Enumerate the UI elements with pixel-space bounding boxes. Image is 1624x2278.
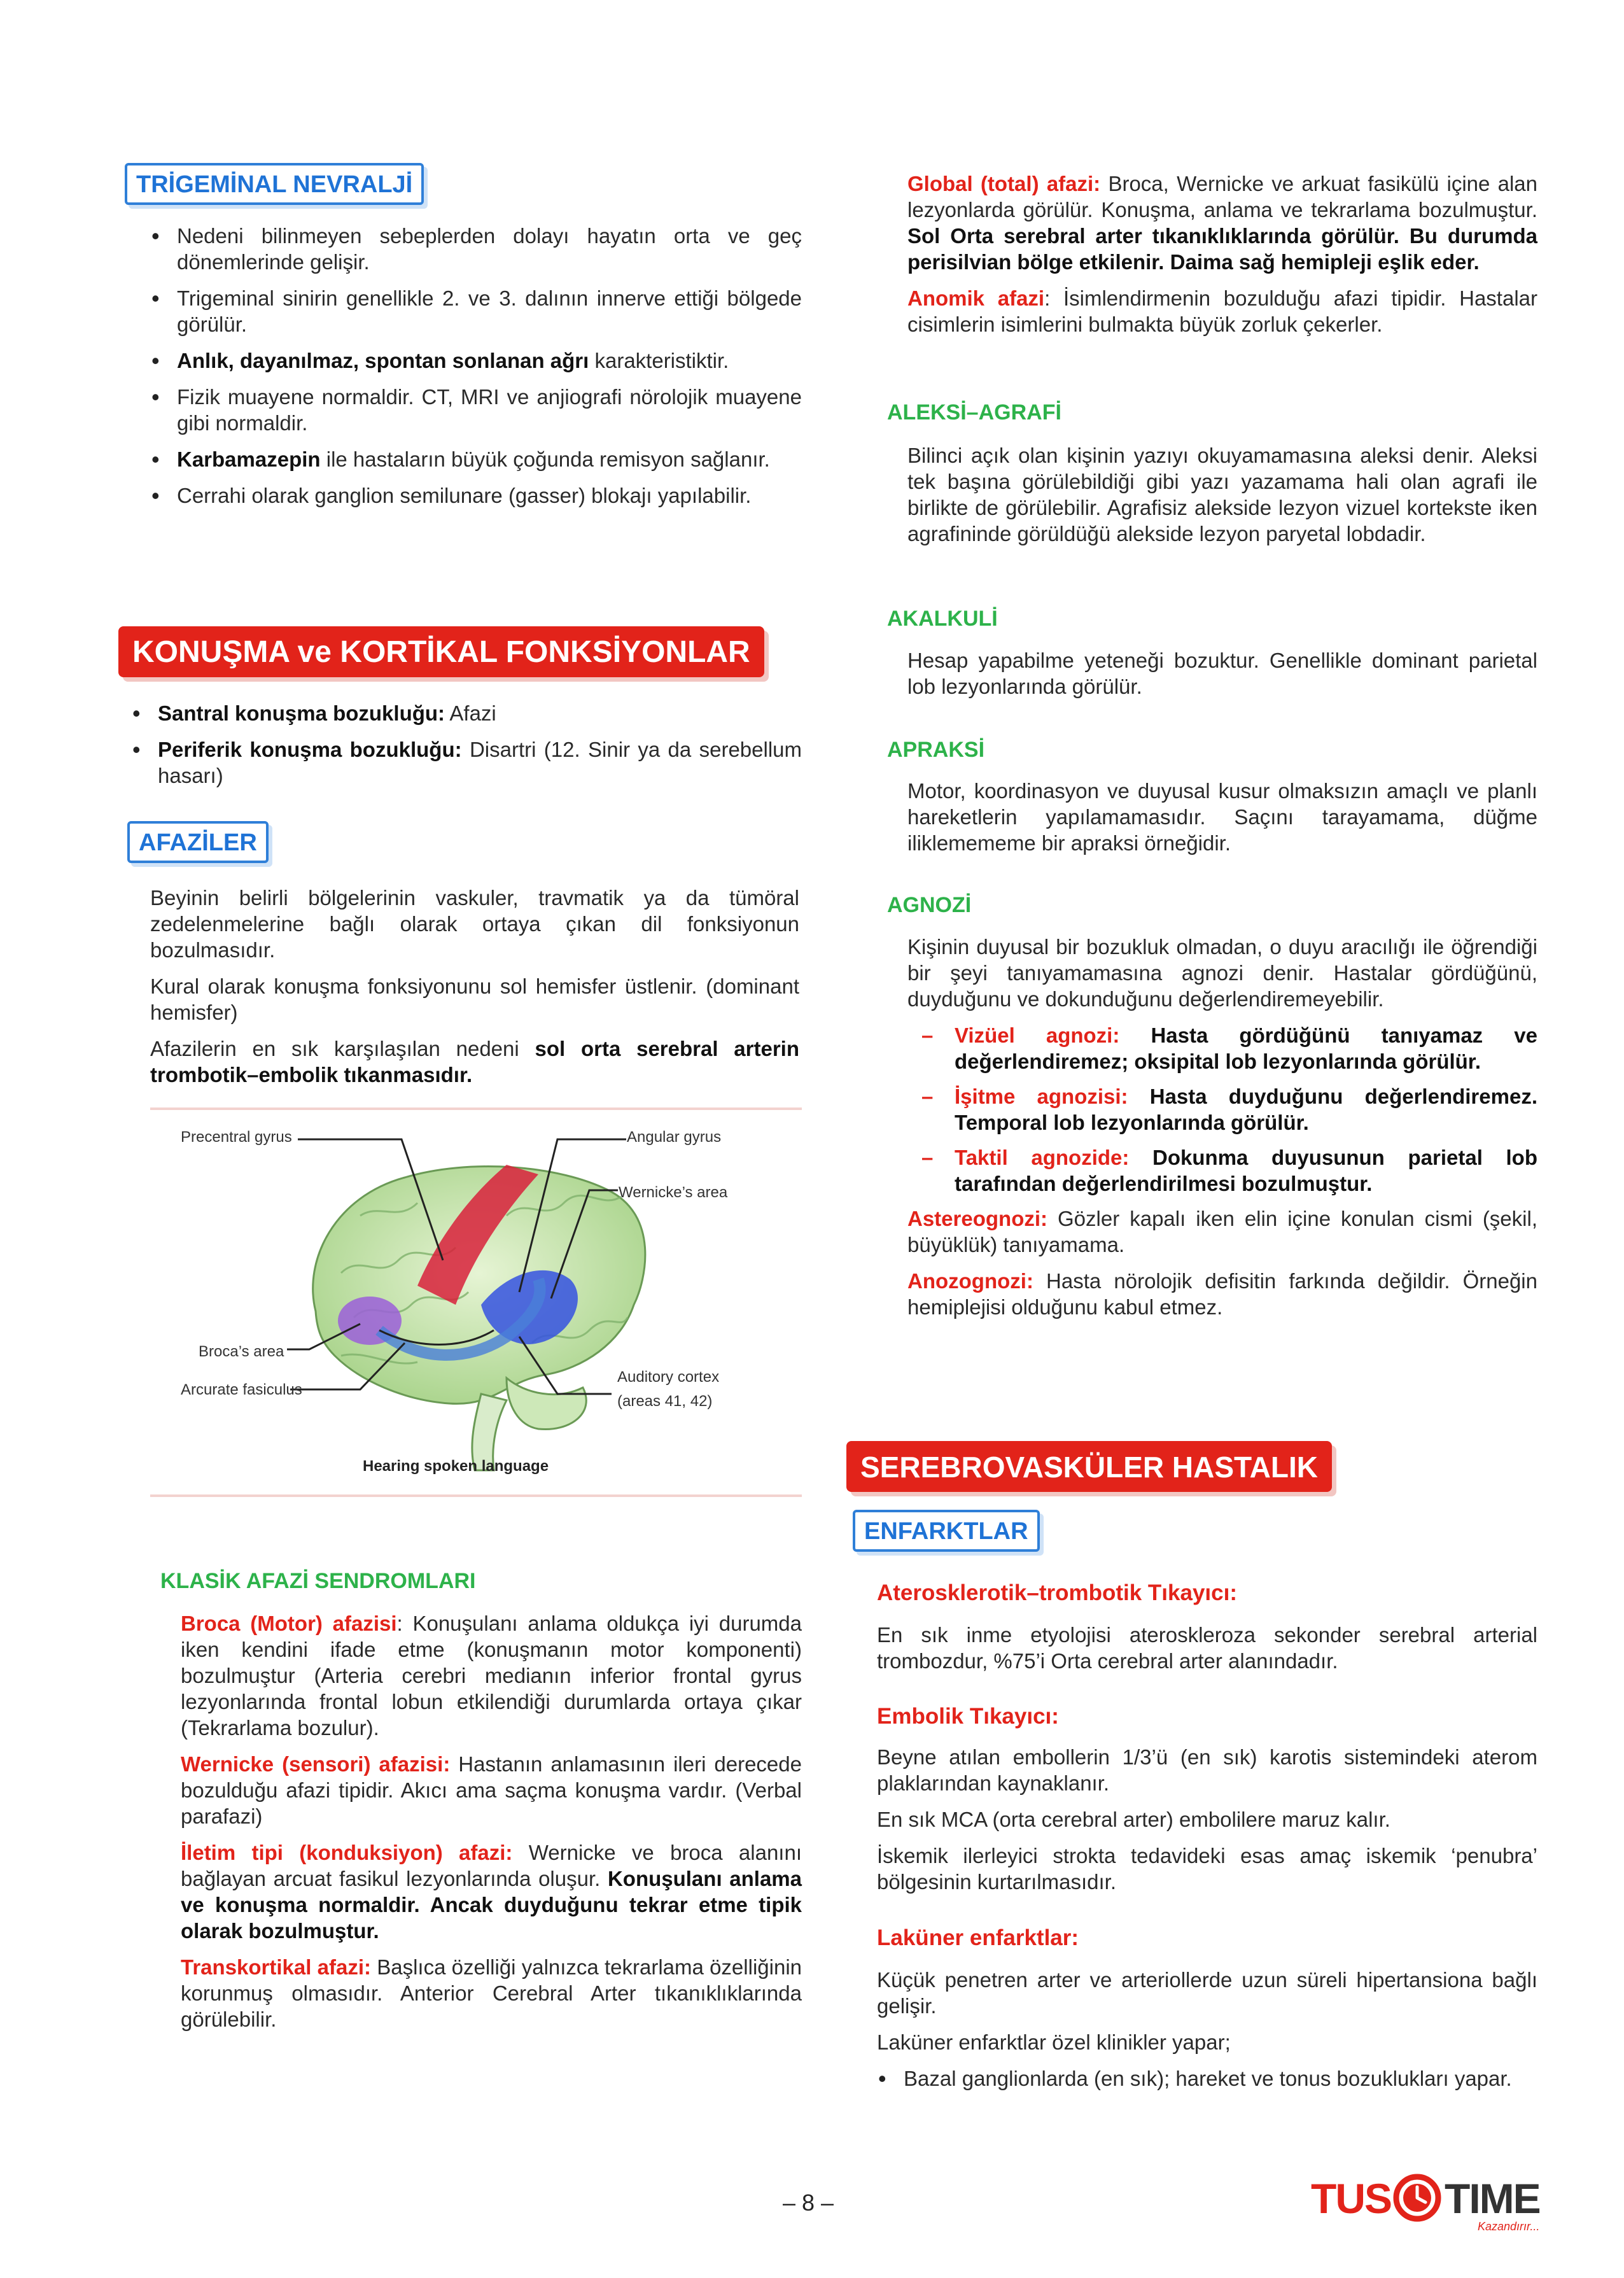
paragraph: Anomik afazi: İsimlendirmenin bozulduğu afazi tipidir. Hastalar cisimlerin isimlerini bulmakta büyük zorluk çekerler. (907, 286, 1538, 336)
brain-illustration (150, 1114, 802, 1493)
clock-icon (1392, 2173, 1442, 2223)
akalkuli-body (907, 647, 1537, 700)
konusma-heading: KONUŞMA ve KORTİKAL FONKSİYONLAR (118, 626, 764, 677)
list-item: • Santral konuşma bozukluğu: Afazi (127, 700, 802, 726)
agnozi-body (907, 934, 1537, 1330)
embolik-heading: Embolik Tıkayıcı: (877, 1704, 1059, 1729)
paragraph: Global (total) afazi: Broca, Wernicke ve arkuat fasikülü içine alan lezyonlarda görülür. Konuşma, anlama ve tekrarlama bozulmuştur. Sol Orta serebral arter tıkanıklıklarında görülür. Bu durumda perisilvian bölge etkilenir. Daima sağ hemipleji eşlik eder. (907, 172, 1537, 274)
lakuner-body (877, 1967, 1537, 2102)
list-item: • Nedeni bilinmeyen sebeplerden dolayı hayatın orta ve geç dönemlerinde gelişir. (146, 223, 802, 275)
trigeminal-list (146, 223, 802, 519)
paragraph: En sık MCA (orta cerebral arter) embolilere maruz kalır. (877, 1808, 1390, 1831)
list-item: • Trigeminal sinirin genellikle 2. ve 3. dalının innerve ettiği bölgede görülür. (146, 285, 802, 337)
label-arcurate-fasiculus: Arcurate fasiculus (181, 1381, 302, 1398)
paragraph: Afazilerin en sık karşılaşılan nedeni sol orta serebral arterin trombotik–embolik tıkanmasıdır. (150, 1037, 800, 1086)
enfarktlar-heading: ENFARKTLAR (853, 1510, 1040, 1552)
paragraph: İletim tipi (konduksiyon) afazi: Wernicke ve broca alanını bağlayan arcuat fasikul lezyonlarında oluşur. Konuşulanı anlama ve konuşma normaldir. Ancak duyduğunu tekrar etme tipik olarak bozulmuştur. (181, 1841, 802, 1943)
logo-time-text: TIME (1445, 2175, 1540, 2222)
paragraph: Hesap yapabilme yeteneği bozuktur. Genellikle dominant parietal lob lezyonlarında görülür. (907, 649, 1537, 698)
label-auditory-areas: (areas 41, 42) (617, 1393, 713, 1410)
paragraph: Bilinci açık olan kişinin yazıyı okuyamamasına aleksi denir. Aleksi tek başına görülebildiği gibi yazı yazamama hali olan agrafi ile birlikte de görülebilir. Agrafisiz alekside lezyon vizuel kortekste iken agrafininde görüldüğü alekside lezyon paryetal lobdadir. (907, 444, 1537, 545)
figure-bottom-rule (150, 1494, 802, 1497)
agnozi-list (907, 1022, 1537, 1197)
paragraph: Transkortikal afazi: Başlıca özelliği yalnızca tekrarlama özelliğinin korunmuş olmasıdır. Anterior Cerebral Arter tıkanıklıklarında görülebilir. (181, 1955, 802, 2031)
list-item: • Cerrahi olarak ganglion semilunare (gasser) blokajı yapılabilir. (146, 482, 802, 509)
apraksi-body (907, 778, 1537, 856)
paragraph: Kural olarak konuşma fonksiyonunu sol hemisfer üstlenir. (dominant hemisfer) (150, 974, 799, 1024)
logo-tus-text: TUS (1311, 2175, 1391, 2222)
label-auditory-cortex: Auditory cortex (617, 1368, 720, 1386)
list-item: – Taktil agnozide: Dokunma duyusunun parietal lob tarafından değerlendirilmesi bozulmuştur. (907, 1144, 1537, 1197)
figure-caption: Hearing spoken language (363, 1458, 549, 1475)
aleksi-heading: ALEKSİ–AGRAFİ (887, 400, 1061, 425)
agnozi-heading: AGNOZİ (887, 893, 972, 917)
paragraph: Wernicke (sensori) afazisi: Hastanın anlamasının ileri derecede bozulduğu afazi tipidir. Akıcı ama saçma konuşma vardır. (Verbal parafazi) (181, 1752, 802, 1828)
paragraph: Kişinin duyusal bir bozukluk olmadan, o duyu aracılığı ile öğrendiği bir şeyi tanıyamamasına agnozi denir. Hastalar gördüğünü, duyduğunu ve dokunduğunu değerlendiremeyebilir. (907, 935, 1537, 1011)
trigeminal-heading: TRİGEMİNAL NEVRALJİ (125, 163, 424, 205)
serebrovaskuler-heading: SEREBROVASKÜLER HASTALIK (846, 1441, 1332, 1492)
atero-heading: Aterosklerotik–trombotik Tıkayıcı: (877, 1580, 1237, 1605)
embolik-body (877, 1744, 1537, 1905)
klasik-heading: KLASİK AFAZİ SENDROMLARI (160, 1569, 476, 1593)
paragraph: İskemik ilerleyici strokta tedavideki esas amaç iskemik ‘penubra’ bölgesinin kurtarılmasıdır. (877, 1844, 1537, 1894)
list-item: • Bazal ganglionlarda (en sık); hareket ve tonus bozuklukları yapar. (873, 2065, 1537, 2092)
label-broca-area: Broca’s area (199, 1343, 284, 1360)
label-angular-gyrus: Angular gyrus (627, 1128, 722, 1146)
lakuner-list (873, 2065, 1537, 2092)
apraksi-heading: APRAKSİ (887, 738, 985, 762)
paragraph: Küçük penetren arter ve arteriollerde uzun süreli hipertansiona bağlı gelişir. (877, 1968, 1537, 2018)
paragraph: Anozognozi: Hasta nörolojik defisitin farkında değildir. Örneğin hemiplejisi olduğunu kabul etmez. (907, 1269, 1537, 1319)
paragraph: Beyne atılan embollerin 1/3’ü (en sık) karotis sistemindeki aterom plaklarından kaynaklanır. (877, 1745, 1537, 1795)
klasik-body (181, 1610, 802, 2042)
figure-top-rule (150, 1107, 802, 1110)
paragraph: Motor, koordinasyon ve duyusal kusur olmaksızın amaçlı ve planlı hareketlerin yapılamamasıdır. Saçını tarayamama, düğme iliklemememe bir apraksi örneğidir. (907, 779, 1537, 855)
paragraph: En sık inme etyolojisi ateroskleroza sekonder serebral arterial trombozdur, %75’i Orta cerebral arter alanındadır. (877, 1623, 1537, 1673)
tustime-logo (1311, 2170, 1540, 2240)
right-top-body (907, 171, 1537, 348)
paragraph: Laküner enfarktlar özel klinikler yapar; (877, 2030, 1231, 2054)
afaziler-heading: AFAZİLER (127, 821, 269, 863)
list-item: • Karbamazepin ile hastaların büyük çoğunda remisyon sağlanır. (146, 446, 802, 472)
paragraph: Broca (Motor) afazisi: Konuşulanı anlama oldukça iyi durumda iken kendini ifade etme (konuşmanın motor komponenti) bozulmuştur (Arteria cerebri medianın inferior frontal gyrus lezyonlarında frontal lobun etkilendiği durumlarda ortaya çıkar (Tekrarlama bozulur). (181, 1612, 802, 1740)
list-item: • Fizik muayene normaldir. CT, MRI ve anjiografi nörolojik muayene gibi normaldir. (146, 384, 802, 436)
paragraph: Astereognozi: Gözler kapalı iken elin içine konulan cismi (şekil, büyüklük) tanıyamama. (907, 1207, 1537, 1256)
paragraph: Beyinin belirli bölgelerinin vaskuler, travmatik ya da tümöral zedelenmelerine bağlı olarak ortaya çıkan dil fonksiyonun bozulmasıdır. (150, 886, 799, 962)
list-item: • Periferik konuşma bozukluğu: Disartri (12. Sinir ya da serebellum hasarı) (127, 736, 802, 789)
akalkuli-heading: AKALKULİ (887, 607, 998, 631)
logo-tagline: Kazandırır... (1478, 2220, 1540, 2233)
list-item: – İşitme agnozisi: Hasta duyduğunu değerlendiremez. Temporal lob lezyonlarında görülür. (907, 1083, 1537, 1135)
aleksi-body (907, 442, 1537, 547)
lakuner-heading: Laküner enfarktlar: (877, 1925, 1079, 1950)
page-number: – 8 – (783, 2190, 834, 2216)
atero-body (877, 1622, 1537, 1674)
konusma-list (127, 700, 802, 799)
list-item: • Anlık, dayanılmaz, spontan sonlanan ağrı karakteristiktir. (146, 348, 802, 374)
afaziler-body (150, 885, 799, 1098)
label-wernicke-area: Wernicke’s area (619, 1184, 728, 1201)
list-item: – Vizüel agnozi: Hasta gördüğünü tanıyamaz ve değerlendiremez; oksipital lob lezyonlarında görülür. (907, 1022, 1537, 1074)
label-precentral-gyrus: Precentral gyrus (181, 1128, 292, 1146)
